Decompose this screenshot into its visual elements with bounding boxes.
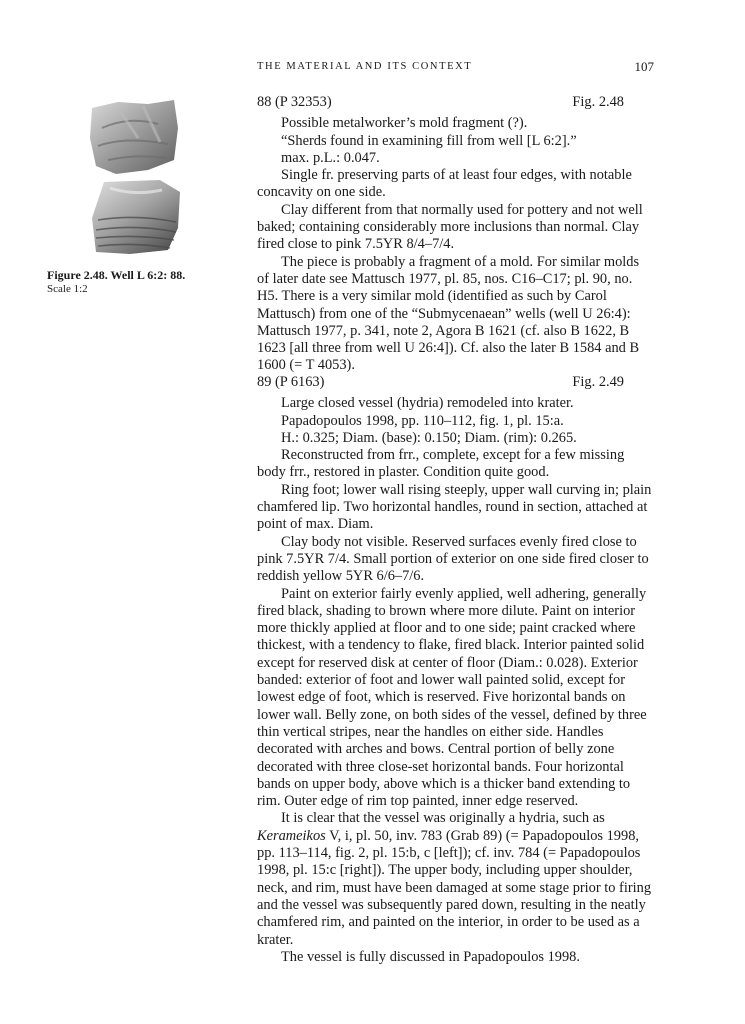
entry-heading	[257, 94, 654, 111]
italic-title: Kerameikos	[257, 827, 326, 844]
description-line: Papadopoulos 1998, pp. 110–112, fig. 1, pl. 15:a.	[281, 412, 564, 429]
fragment-side-view	[90, 178, 182, 256]
description-paragraph: The piece is probably a fragment of a mold. For similar molds of later date see Mattusch 1977, pl. 85, nos. C16–C17; pl. 90, no. H5. There is a very similar mold (identified as such by Carol Mattusch) from one of the “Submycenaean” wells (well U 26:4): Mattusch 1977, p. 341, note 2, Agora B 1621 (cf. also B 1622, B 1623 [all three from well U 26:4]). Cf. also the later B 1584 and B 1600 (= T 4053).	[257, 253, 640, 374]
figure-scale: Scale 1:2	[47, 283, 88, 295]
entry-number: 88 (P 32353)	[257, 94, 332, 110]
page-number: 107	[634, 59, 654, 74]
description-paragraph: Ring foot; lower wall rising steeply, upper wall curving in; plain chamfered lip. Two horizontal handles, round in section, attached at point of max. Diam.	[257, 481, 652, 533]
description-paragraph: Clay different from that normally used for pottery and not well baked; containing considerably more inclusions than normal. Clay fired close to pink 7.5YR 8/4–7/4.	[257, 201, 643, 253]
description-line: Possible metalworker’s mold fragment (?).	[281, 115, 528, 132]
figure-reference: Fig. 2.49	[572, 374, 624, 390]
description-paragraph: Clay body not visible. Reserved surfaces evenly fired close to pink 7.5YR 7/4. Small portion of exterior on one side fired closer to reddish yellow 5YR 6/6–7/6.	[257, 533, 649, 585]
description-paragraph: The vessel is fully discussed in Papadopoulos 1998.	[281, 948, 580, 965]
description-paragraph: Reconstructed from frr., complete, except for a few missing body frr., restored in plaster. Condition quite good.	[257, 447, 625, 481]
description-line: Large closed vessel (hydria) remodeled into krater.	[281, 395, 574, 412]
description-line: H.: 0.325; Diam. (base): 0.150; Diam. (rim): 0.265.	[281, 429, 577, 446]
description-line: “Sherds found in examining fill from well [L 6:2].”	[281, 132, 577, 149]
description-paragraph: Paint on exterior fairly evenly applied, well adhering, generally fired black, shading to brown where more dilute. Paint on interior more thickly applied at floor and to one side; paint cracked where thickest, with a tendency to flake, fired black. Interior painted solid except for reserved disk at center of floor (Diam.: 0.028). Exterior banded: exterior of foot and lower wall painted solid, except for lowest edge of foot, which is reserved. Five horizontal bands on lower wall. Belly zone, on both sides of the vessel, defined by three thin vertical stripes, near the handles on either side. Handles decorated with arches and bows. Central portion of belly zone decorated with three close-set horizontal bands. Four horizontal bands on upper body, above which is a thicker band extending to rim. Outer edge of rim top painted, inner edge reserved.	[257, 585, 647, 810]
description-paragraph: Single fr. preserving parts of at least four edges, with notable concavity on one side.	[257, 167, 632, 201]
running-head-title: THE MATERIAL AND ITS CONTEXT	[257, 61, 473, 72]
catalog-entry-89	[257, 374, 654, 966]
entry-number: 89 (P 6163)	[257, 374, 325, 390]
figure-reference: Fig. 2.48	[572, 94, 624, 110]
description-paragraph	[257, 810, 654, 948]
fragment-top-view	[88, 98, 180, 176]
text-run: V, i, pl. 50, inv. 783 (Grab 89) (= Papadopoulos 1998, pp. 113–114, fig. 2, pl. 15:b, c [left]); cf. inv. 784 (= Papadopoulos 1998, pl. 15:c [right]). The upper body, including upper shoulder, neck, and rim, must have been damaged at some stage prior to firing and the vessel was subsequently pared down, resulting in the neatly chamfered rim, and painted on the interior, in order to be used as a krater.	[257, 827, 652, 948]
text-run: It is clear that the vessel was originally a hydria, such as	[281, 810, 605, 827]
figure-caption-title: Figure 2.48. Well L 6:2: 88.	[47, 268, 186, 282]
catalog-entry-88	[257, 94, 654, 375]
running-head	[257, 61, 654, 75]
description-line: max. p.L.: 0.047.	[281, 149, 380, 166]
entry-heading	[257, 374, 654, 391]
figure-caption	[47, 268, 185, 296]
